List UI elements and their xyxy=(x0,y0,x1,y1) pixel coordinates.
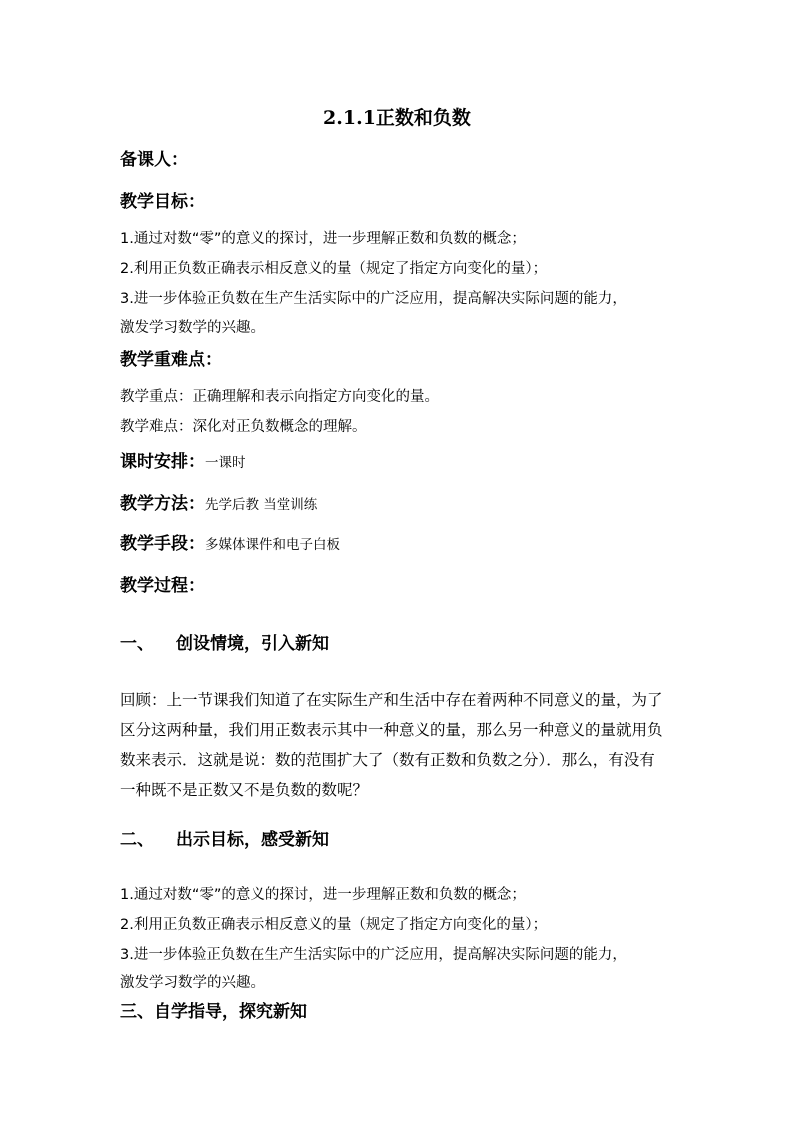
section-2-item-2: 2.利用正负数正确表示相反意义的量（规定了指定方向变化的量）； xyxy=(120,917,548,933)
section-1-line: 回顾：上一节课我们知道了在实际生产和生活中存在着两种不同意义的量，为了 xyxy=(120,691,663,709)
preparer-label: 备课人： xyxy=(120,150,188,170)
section-2-item-1: 1.通过对数“零”的意义的探讨，进一步理解正数和负数的概念； xyxy=(120,887,526,903)
objective-item-2: 2.利用正负数正确表示相反意义的量（规定了指定方向变化的量）； xyxy=(120,261,548,277)
section-2-item-3-cont: 激发学习数学的兴趣。 xyxy=(120,975,265,991)
section-1-title: 创设情境，引入新知 xyxy=(176,634,329,654)
section-1-paragraph xyxy=(120,685,676,805)
schedule-value: 一课时 xyxy=(205,455,246,471)
objective-item-1: 1.通过对数“零”的意义的探讨，进一步理解正数和负数的概念； xyxy=(120,231,526,247)
objective-item-3: 3.进一步体验正负数在生产生活实际中的广泛应用，提高解决实际问题的能力， xyxy=(120,291,627,307)
method-row xyxy=(120,492,680,517)
method-label: 教学方法： xyxy=(120,494,205,514)
section-2-item-3: 3.进一步体验正负数在生产生活实际中的广泛应用，提高解决实际问题的能力， xyxy=(120,947,627,963)
method-value: 先学后教 当堂训练 xyxy=(205,497,318,513)
process-heading: 教学过程： xyxy=(120,576,205,596)
key-points-heading: 教学重难点： xyxy=(120,350,222,370)
objective-item-3-cont: 激发学习数学的兴趣。 xyxy=(120,320,265,336)
document-title: 2.1.1正数和负数 xyxy=(323,107,471,129)
key-point-difficulty: 教学难点：深化对正负数概念的理解。 xyxy=(120,419,367,435)
section-1-line: 区分这两种量，我们用正数表示其中一种意义的量，那么另一种意义的量就用负 xyxy=(120,721,663,739)
section-1-line: 数来表示．这就是说：数的范围扩大了（数有正数和负数之分）．那么，有没有 xyxy=(120,751,655,769)
section-2-number: 二、 xyxy=(120,830,154,850)
section-1-heading xyxy=(120,632,329,656)
tools-label: 教学手段： xyxy=(120,534,205,554)
schedule-label: 课时安排： xyxy=(120,452,205,472)
section-1-number: 一、 xyxy=(120,634,154,654)
section-2-title: 出示目标，感受新知 xyxy=(176,830,329,850)
tools-value: 多媒体课件和电子白板 xyxy=(205,537,340,553)
schedule-row xyxy=(120,450,680,475)
section-1-line: 一种既不是正数又不是负数的数呢？ xyxy=(120,781,369,799)
section-2-heading xyxy=(120,828,329,852)
section-3-heading: 三、自学指导，探究新知 xyxy=(120,1002,307,1022)
objectives-heading: 教学目标： xyxy=(120,192,205,212)
tools-row xyxy=(120,532,680,557)
key-point-focus: 教学重点：正确理解和表示向指定方向变化的量。 xyxy=(120,389,439,405)
